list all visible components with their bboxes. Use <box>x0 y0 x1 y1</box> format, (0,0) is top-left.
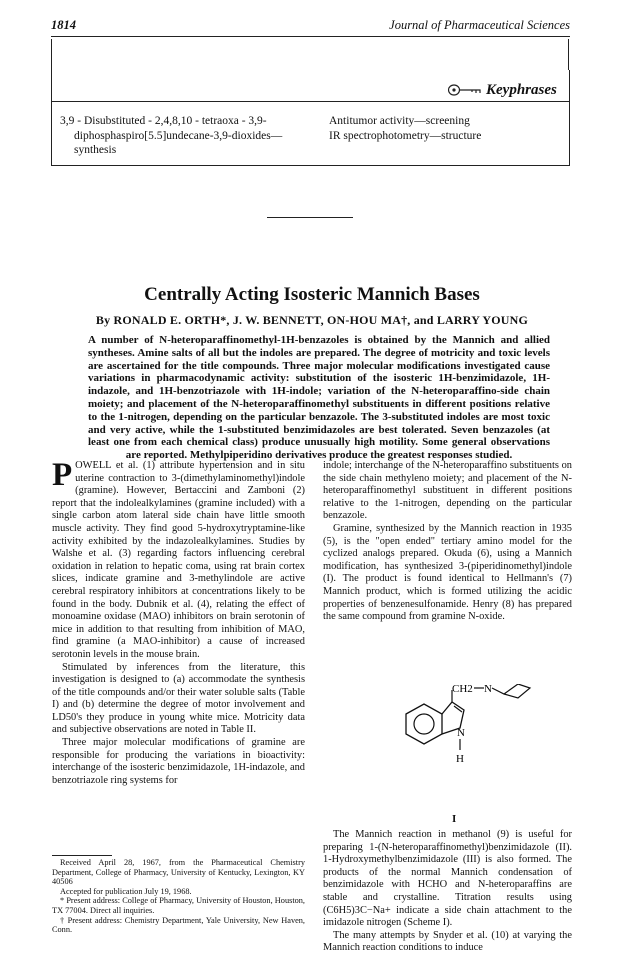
footnote: † Present address: Chemistry Department, Yale University, New Haven, Conn. <box>52 915 305 935</box>
footnote: Accepted for publication July 19, 1968. <box>60 886 192 896</box>
keyphrases-box-right-edge <box>568 39 569 70</box>
benzene-ring <box>406 704 442 744</box>
keyphrases-divider <box>51 101 570 102</box>
page-number: 1814 <box>51 18 76 32</box>
keyphrase-line: synthesis <box>74 144 117 156</box>
footnote-rule <box>52 855 112 856</box>
indole-n-label: N <box>457 727 465 739</box>
keyphrase-line: 3,9 - Disubstituted - 2,4,8,10 - tetraoxa - 3,9- <box>60 115 267 127</box>
keyphrase-line: IR spectrophotometry—structure <box>329 129 482 142</box>
paragraph-text: OWELL et al. (1) attribute hypertension and in situ uterine contraction to 3-(dimethylaminomethyl)indole (gramine). However, Bertaccini and Zamboni (2) report that the indolealkylamines (gramine included) with a single carbon atom lateral side chain have little smooth muscle activity. They find good 5-hydroxytryptamine-like activity exhibited by the indazolealkylamines. Studies by Walshe et al. (3) regarding factors influencing cerebral oxidation in relation to hepatic coma, using rat brain cortex slices, indicate gramine and 3-methylindole are active cerebral respiratory inhibitors at concentrations likely to be found in the body. Dubnik et al. (4), relating the effect of monoamine oxidase (MAO) inhibitors on brain serotonin of mice in addition to that resulting from inhibition of MAO, find gramine (a MAO-inhibitor) a cause of increased serotonin levels in the mouse brain. <box>52 460 305 660</box>
article-title: Centrally Acting Isosteric Mannich Bases <box>144 284 480 305</box>
keyphrases-title: Keyphrases <box>486 82 557 98</box>
header-rule <box>51 36 570 37</box>
ch2-label: CH2 <box>452 684 473 695</box>
keyphrases-left-column <box>60 114 320 158</box>
paragraph: Gramine, synthesized by the Mannich reaction in 1935 (5), is the "open ended" tertiary amino model for the cyclized analogs prepared. Okuda (6), using a Mannich modification, has synthesized 3-(piperidinomethyl)indole (I). The product is found identical to Hellmann's (7) Mannich product, which is formed utilizing the acidic properties of benzenesulfonamide. Henry (8) has prepared the same compound from gramine N-oxide. <box>323 522 572 623</box>
section-separator <box>267 217 353 218</box>
body-left-column <box>52 457 305 787</box>
body-right-column-bottom <box>323 829 572 955</box>
footnote: Received April 28, 1967, from the Pharmaceutical Chemistry Department, College of Pharmacy, University of Kentucky, Lexington, KY 40506 <box>52 858 305 887</box>
aromatic-circle <box>414 714 434 734</box>
keyphrase-line: Antitumor activity—screening <box>329 115 470 127</box>
body-right-column-top <box>323 460 572 624</box>
piperidine-ring <box>492 684 530 698</box>
abstract: A number of N-heteroparaffinomethyl-1H-benzazoles is obtained by the Mannich and allied syntheses. Amine salts of all but the indoles are prepared. The degree of motricity and toxic levels are ascertained for the title compounds. Three major molecular modifications investigated cause variations in pharmacodynamic activity: substitution of the isosteric 1H-benzimidazole, 1H-indazole, and 1H-benzotriazole with 1H-indole; variation of the N-heteroparaffino-side chain moiety; and placement of the N-heteroparaffinomethyl substituents in different positions relative to the 1-nitrogen, depending on the particular benzazole. The 3-substituted indoles are most toxic and very active, while the 1-substituted benzimidazoles are best tolerated. Seven benzazoles (at least one from each chemical class) produce unusually high motility. Some general observations are reported. Methylpiperidino derivatives produce the greatest responses studied. <box>88 334 550 462</box>
keyphrases-right-column <box>329 114 564 143</box>
keyphrase-line: diphosphaspiro[5.5]undecane-3,9-dioxides— <box>74 129 283 142</box>
journal-name: Journal of Pharmaceutical Sciences <box>389 18 570 32</box>
compound-label: I <box>452 813 457 825</box>
hydrogen-label: H <box>456 753 464 765</box>
paragraph: Stimulated by inferences from the literature, this investigation is designed to (a) accommodate the synthesis of the title compounds and/or their water soluble salts (Table I) and (b) determine the degree of motor involvement and LD50's they produce in young white mice. Motricity data and subjective observations are noted in Table II. <box>52 661 305 736</box>
paragraph: The Mannich reaction in methanol (9) is useful for preparing 1-(N-heteroparaffinomethyl)benzimidazole (II). 1-Hydroxymethylbenzimidazole (III) is also formed. The products of the normal Mannich condensation of benzimidazole with HCHO and N-heteroparaffins are stable and crystalline. Titration results using (C6H5)3C−Na+ indicate a side chain attachment to the imidazole nitrogen (Scheme I). <box>323 829 572 929</box>
footnotes <box>52 858 305 935</box>
author-line: By RONALD E. ORTH*, J. W. BENNETT, ON-HOU MA†, and LARRY YOUNG <box>95 313 529 327</box>
double-bond <box>454 706 462 712</box>
piperidine-n-label: N <box>484 684 492 695</box>
chemical-structure-figure <box>396 684 536 812</box>
keyphrases-box-left-edge <box>51 39 52 70</box>
paragraph: indole; interchange of the N-heteroparaffino substituents on the side chain methyleno moiety; and placement of the N-heteroparaffinomethyl substituent in different positions relative to the 1-nitrogen, depending on the particular benzazole. <box>323 460 572 522</box>
paragraph <box>52 457 305 662</box>
key-icon <box>448 83 482 97</box>
drop-cap: P <box>52 457 73 493</box>
paragraph: Three major molecular modifications of gramine are responsible for producing the variations in bioactivity: interchange of the isosteric benzimidazole, 1H-indazole, and benzotriazole ring systems for <box>52 737 305 786</box>
paragraph: The many attempts by Snyder et al. (10) at varying the Mannich reaction conditions to induce <box>323 929 572 954</box>
footnote: * Present address: College of Pharmacy, University of Houston, Houston, TX 77004. Direct all inquiries. <box>52 896 305 915</box>
